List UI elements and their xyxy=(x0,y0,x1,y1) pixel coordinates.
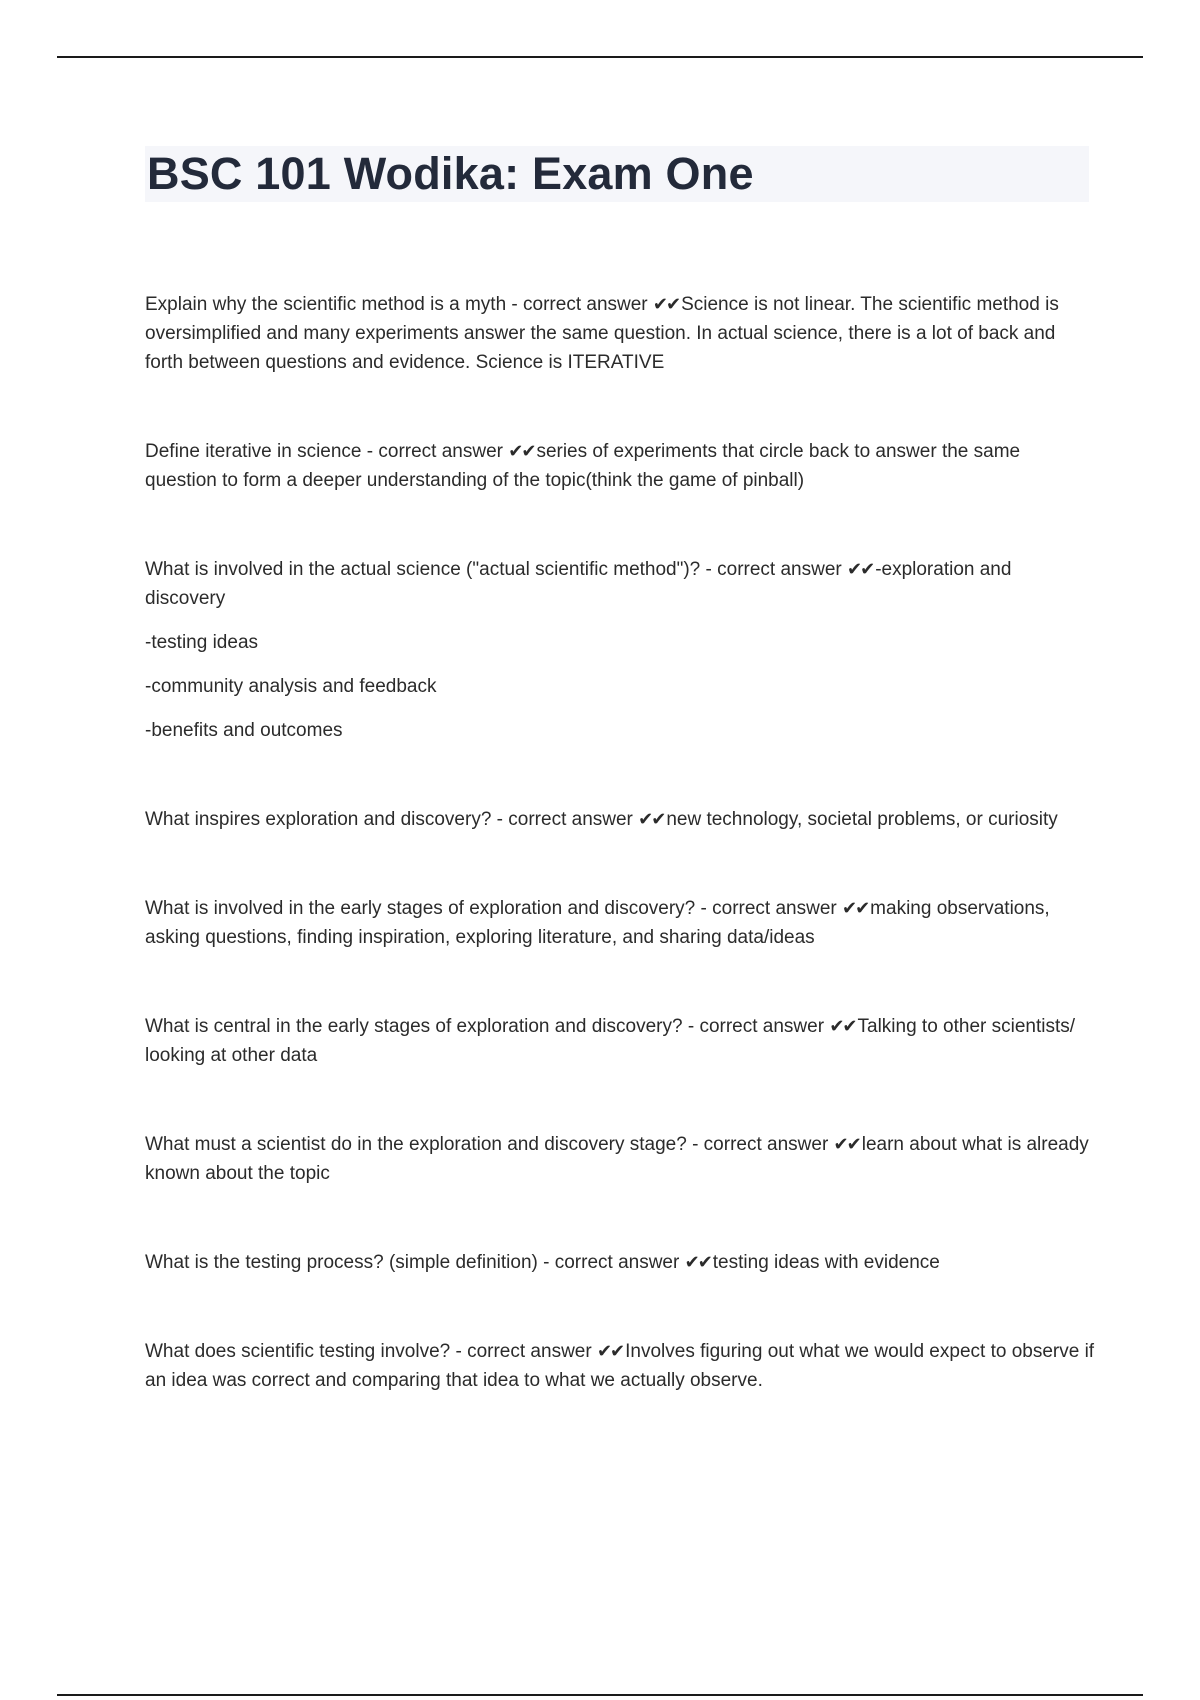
answer-text: Involves figuring out what we would expect to observe if an idea was correct and comparing that idea to what we actually observe. xyxy=(145,1341,1095,1391)
qa-text xyxy=(145,1337,1095,1395)
answer-text: making observations, asking questions, finding inspiration, exploring literature, and sharing data/ideas xyxy=(145,898,1050,948)
double-check-icon: ✔✔ xyxy=(638,809,665,830)
question-text: What must a scientist do in the exploration and discovery stage? - correct answer xyxy=(145,1134,834,1155)
double-check-icon: ✔✔ xyxy=(652,294,680,315)
question-text: What inspires exploration and discovery? - correct answer xyxy=(145,809,639,830)
question-text: What is the testing process? (simple definition) - correct answer xyxy=(145,1252,685,1273)
answer-text: -exploration and discovery xyxy=(145,559,1012,609)
question-text: Explain why the scientific method is a myth - correct answer xyxy=(145,294,653,315)
double-check-icon: ✔✔ xyxy=(842,898,869,919)
answer-list-item: -community analysis and feedback xyxy=(145,676,437,697)
bottom-divider xyxy=(57,1694,1143,1696)
qa-text xyxy=(145,894,1095,952)
qa-text xyxy=(145,805,1095,834)
qa-item-2 xyxy=(145,437,1095,495)
answer-list-item: -benefits and outcomes xyxy=(145,720,343,741)
answer-text: Talking to other scientists/ looking at other data xyxy=(145,1016,1076,1066)
top-divider xyxy=(57,56,1143,58)
qa-text xyxy=(145,1248,1095,1277)
answer-text: new technology, societal problems, or curiosity xyxy=(666,809,1058,830)
question-text: What does scientific testing involve? - correct answer xyxy=(145,1341,597,1362)
qa-item-3 xyxy=(145,555,1095,745)
double-check-icon: ✔✔ xyxy=(829,1016,856,1037)
qa-list xyxy=(145,290,1095,1395)
double-check-icon: ✔✔ xyxy=(596,1341,624,1362)
qa-item-6 xyxy=(145,1012,1095,1070)
qa-text xyxy=(145,1130,1095,1188)
double-check-icon: ✔✔ xyxy=(508,441,535,462)
qa-item-1 xyxy=(145,290,1095,377)
answer-list-item: -testing ideas xyxy=(145,632,259,653)
qa-text xyxy=(145,290,1095,377)
qa-text xyxy=(145,1012,1095,1070)
double-check-icon: ✔✔ xyxy=(684,1252,711,1273)
qa-item-5 xyxy=(145,894,1095,952)
answer-text: series of experiments that circle back to answer the same question to form a deeper understanding of the topic(think the game of pinball) xyxy=(145,441,1021,491)
title-banner xyxy=(145,146,1089,202)
qa-item-8 xyxy=(145,1248,1095,1277)
double-check-icon: ✔✔ xyxy=(833,1134,860,1155)
question-text: What is involved in the early stages of exploration and discovery? - correct answer xyxy=(145,898,842,919)
qa-text xyxy=(145,437,1095,495)
question-text: What is involved in the actual science ("actual scientific method")? - correct answer xyxy=(145,559,848,580)
page-title: BSC 101 Wodika: Exam One xyxy=(147,148,754,199)
question-text: What is central in the early stages of exploration and discovery? - correct answer xyxy=(145,1016,830,1037)
answer-text: testing ideas with evidence xyxy=(712,1252,940,1273)
answer-text: Science is not linear. The scientific method is oversimplified and many experiments answer the same question. In actual science, there is a lot of back and forth between questions and evidence. Science is ITERATIVE xyxy=(145,294,1059,373)
question-text: Define iterative in science - correct answer xyxy=(145,441,509,462)
qa-item-7 xyxy=(145,1130,1095,1188)
answer-text: learn about what is already known about the topic xyxy=(145,1134,1089,1184)
qa-item-9 xyxy=(145,1337,1095,1395)
qa-text xyxy=(145,555,1095,613)
double-check-icon: ✔✔ xyxy=(847,559,874,580)
qa-item-4 xyxy=(145,805,1095,834)
